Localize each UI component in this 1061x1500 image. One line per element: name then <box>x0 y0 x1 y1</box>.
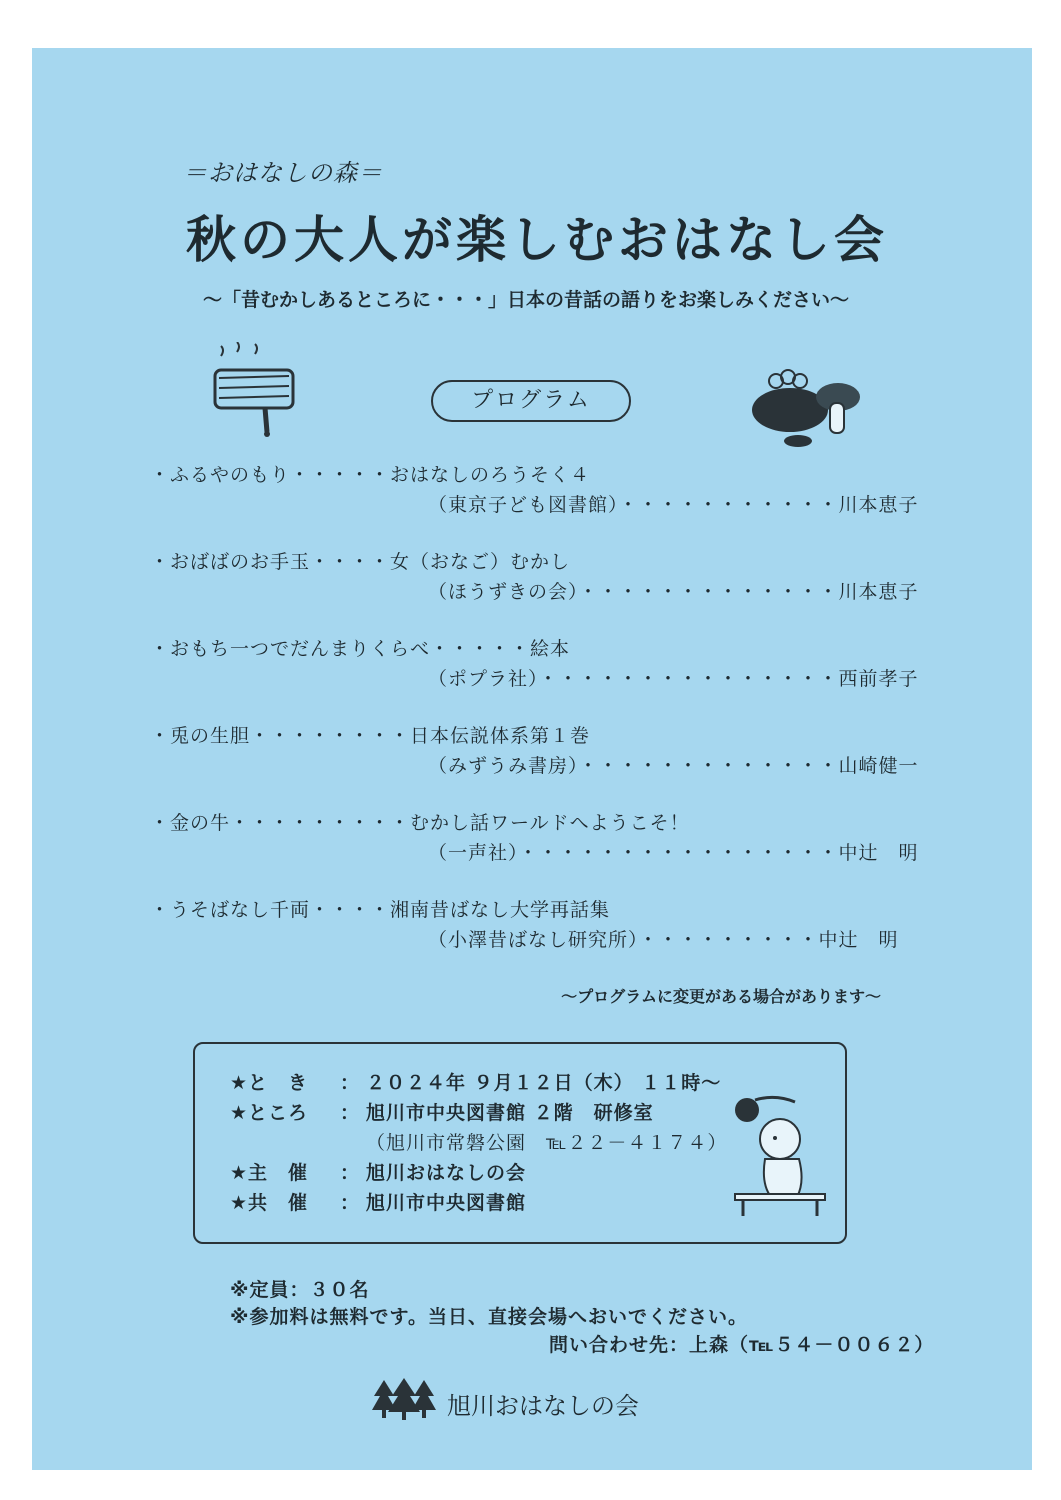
program-source-line <box>428 925 899 952</box>
program-source-line <box>428 664 919 691</box>
program-change-note: ～プログラムに変更がある場合があります～ <box>561 987 881 1006</box>
event-info-box <box>193 1042 847 1244</box>
info-separator: ： <box>340 1102 361 1124</box>
program-teller: 西前孝子 <box>838 668 919 690</box>
program-title: ・おもち一つでだんまりくらべ・・・・・絵本 <box>150 638 571 660</box>
pine-trees-icon <box>372 1376 436 1422</box>
program-teller: 山崎健一 <box>838 755 919 777</box>
info-where <box>230 1098 654 1125</box>
list-item <box>150 545 919 632</box>
fee-note: ※参加料は無料です。当日、直接会場へおいでください。 <box>230 1306 748 1328</box>
subtitle: ～「昔むかしあるところに・・・」日本の昔話の語りをお楽しみください～ <box>203 289 850 311</box>
program-source: （ほうずきの会）・・・・・・・・・・・・・ <box>428 581 839 603</box>
moon-viewing-person-icon <box>725 1094 835 1219</box>
list-item <box>150 806 919 893</box>
program-teller: 中辻 明 <box>818 929 899 951</box>
series-label: ＝おはなしの森＝ <box>183 159 383 187</box>
program-title: ・兎の生胆・・・・・・・・日本伝説体系第１巻 <box>150 725 591 747</box>
program-source-line <box>428 838 919 865</box>
info-when <box>230 1068 721 1095</box>
info-label: ★ところ <box>230 1102 309 1124</box>
organizer-name: 旭川おはなしの会 <box>447 1392 639 1420</box>
info-label: ★と き <box>230 1072 309 1094</box>
program-source: （一声社）・・・・・・・・・・・・・・・・ <box>428 842 839 864</box>
info-value: 旭川おはなしの会 <box>366 1162 527 1184</box>
capacity-note: ※定員：３０名 <box>230 1279 370 1301</box>
mushrooms-icon <box>750 365 865 450</box>
program-teller: 川本恵子 <box>838 494 919 516</box>
program-heading: プログラム <box>431 380 631 422</box>
program-source-line <box>428 490 919 517</box>
grilled-fish-icon <box>205 342 305 442</box>
info-separator: ： <box>340 1192 361 1214</box>
program-teller: 中辻 明 <box>838 842 919 864</box>
program-source: （ポプラ社）・・・・・・・・・・・・・・・ <box>428 668 839 690</box>
info-cohost <box>230 1188 526 1215</box>
contact-info: 問い合わせ先：上森（℡５４－００６２） <box>549 1334 935 1356</box>
program-source-line <box>428 577 919 604</box>
program-title: ・おばばのお手玉・・・・女（おなご）むかし <box>150 551 571 573</box>
list-item <box>150 719 919 806</box>
program-teller: 川本恵子 <box>838 581 919 603</box>
info-host <box>230 1158 526 1185</box>
info-label: ★主 催 <box>230 1162 309 1184</box>
program-title: ・金の牛・・・・・・・・・むかし話ワールドへようこそ！ <box>150 812 690 834</box>
list-item <box>150 893 899 980</box>
list-item <box>150 458 919 545</box>
info-separator: ： <box>340 1072 361 1094</box>
info-where-detail: （旭川市常磐公園 ℡２２－４１７４） <box>366 1132 728 1154</box>
list-item <box>150 632 919 719</box>
info-value: 旭川市中央図書館 <box>366 1192 527 1214</box>
info-value: 旭川市中央図書館 ２階 研修室 <box>366 1102 654 1124</box>
program-source: （小澤昔ばなし研究所）・・・・・・・・・ <box>428 929 819 951</box>
program-source: （東京子ども図書館）・・・・・・・・・・・ <box>428 494 839 516</box>
program-title: ・ふるやのもり・・・・・おはなしのろうそく４ <box>150 464 591 486</box>
program-source: （みずうみ書房）・・・・・・・・・・・・・ <box>428 755 839 777</box>
program-title: ・うそばなし千両・・・・湘南昔ばなし大学再話集 <box>150 899 611 921</box>
info-value: ２０２４年 ９月１２日（木） １１時～ <box>366 1072 722 1094</box>
program-list <box>150 458 919 980</box>
page-title: 秋の大人が楽しむおはなし会 <box>186 210 888 269</box>
info-separator: ： <box>340 1162 361 1184</box>
info-label: ★共 催 <box>230 1192 309 1214</box>
program-source-line <box>428 751 919 778</box>
